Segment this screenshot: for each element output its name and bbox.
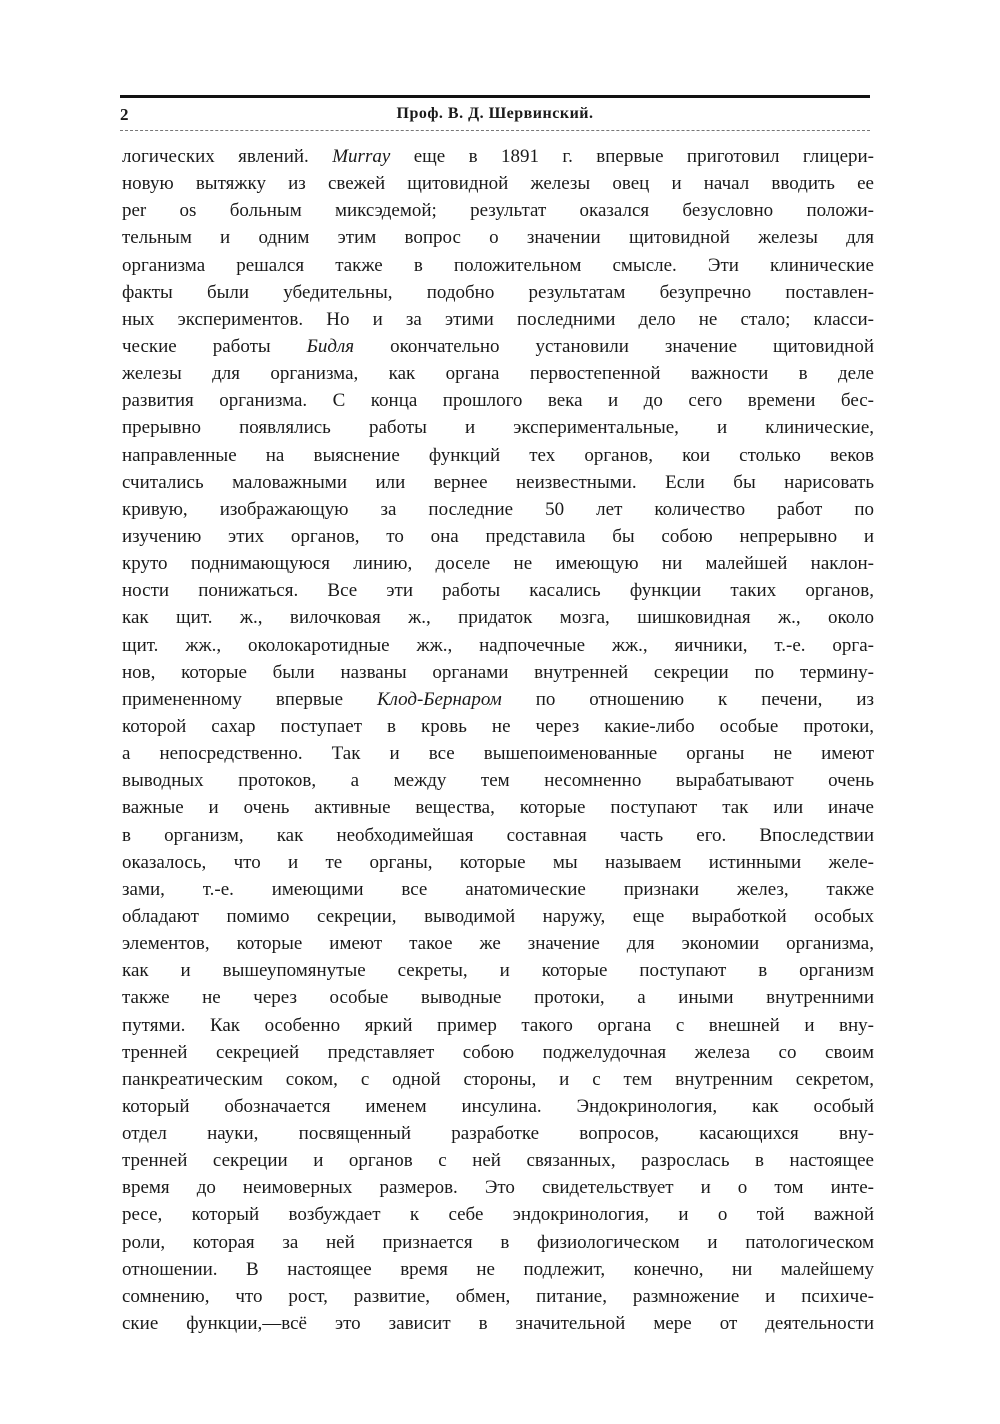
text-segment: per os больным миксэдемой; результат оказался безусловно положи- bbox=[122, 200, 874, 222]
text-segment: ческие работы bbox=[122, 335, 307, 357]
text-line bbox=[122, 1201, 874, 1228]
text-segment: оказалось, что и те органы, которые мы называем истинными желе- bbox=[122, 851, 874, 873]
text-line bbox=[122, 1229, 874, 1256]
text-segment: как и вышеупомянутые секреты, и которые поступают в организм bbox=[122, 960, 874, 982]
header-row bbox=[120, 105, 870, 129]
text-segment: щит. жж., околокаротидные жж., надпочечные жж., яичники, т.-е. орга- bbox=[122, 634, 874, 656]
text-line bbox=[122, 387, 874, 414]
running-title: Проф. В. Д. Шервинский. bbox=[396, 105, 594, 122]
text-line bbox=[122, 849, 874, 876]
italic-name: Бидля bbox=[306, 335, 355, 357]
text-line bbox=[122, 1012, 874, 1039]
text-line bbox=[122, 1283, 874, 1310]
text-segment: ности понижаться. Все эти работы касались функции таких органов, bbox=[122, 580, 874, 602]
text-line bbox=[122, 197, 874, 224]
text-line bbox=[122, 279, 874, 306]
text-segment: ных экспериментов. Но и за этими последними дело не стало; класси- bbox=[122, 308, 874, 330]
italic-name: Murray bbox=[332, 146, 391, 167]
text-segment: организма решался также в положительном смысле. Эти клинические bbox=[122, 254, 874, 276]
text-segment: также не через особые выводные протоки, а иными внутренними bbox=[122, 987, 874, 1009]
text-line bbox=[122, 306, 874, 333]
text-segment: прерывно появлялись работы и экспериментальные, и клинические, bbox=[122, 417, 874, 439]
page-header bbox=[120, 95, 870, 135]
text-segment: круто поднимающуюся линию, доселе не имеющую ни малейшей наклон- bbox=[122, 553, 874, 575]
text-segment: важные и очень активные вещества, которые поступают так или иначе bbox=[122, 797, 874, 819]
text-line bbox=[122, 577, 874, 604]
text-segment: направленные на выяснение функций тех органов, кои столько веков bbox=[122, 444, 874, 466]
text-segment: который обозначается именем инсулина. Эндокринология, как особый bbox=[122, 1095, 874, 1117]
text-segment: новую вытяжку из свежей щитовидной железы овец и начал вводить ее bbox=[122, 173, 874, 195]
text-segment: ресе, который возбуждает к себе эндокринология, и о той важной bbox=[122, 1204, 874, 1226]
text-segment: логических явлений. bbox=[122, 146, 333, 167]
text-line bbox=[122, 903, 874, 930]
text-segment: тельным и одним этим вопрос о значении щитовидной железы для bbox=[122, 227, 874, 249]
text-line bbox=[122, 740, 874, 767]
text-line bbox=[122, 143, 874, 170]
body-text bbox=[122, 143, 874, 1337]
text-segment: сомнению, что рост, развитие, обмен, питание, размножение и психиче- bbox=[122, 1285, 874, 1307]
text-line bbox=[122, 550, 874, 577]
text-line bbox=[122, 333, 874, 360]
text-segment: время до неимоверных размеров. Это свидетельствует и о том инте- bbox=[122, 1177, 874, 1199]
text-segment: факты были убедительны, подобно результатам безупречно поставлен- bbox=[122, 281, 874, 303]
text-segment: панкреатическим соком, с одной стороны, и с тем внутренним секретом, bbox=[122, 1068, 874, 1090]
text-line bbox=[122, 523, 874, 550]
text-line bbox=[122, 822, 874, 849]
text-line bbox=[122, 442, 874, 469]
text-line bbox=[122, 496, 874, 523]
text-line bbox=[122, 1066, 874, 1093]
text-line bbox=[122, 876, 874, 903]
text-segment: которой сахар поступает в кровь не через какие-либо особые протоки, bbox=[122, 715, 874, 737]
header-top-rule bbox=[120, 95, 870, 98]
text-line bbox=[122, 1310, 874, 1337]
text-line bbox=[122, 632, 874, 659]
text-line bbox=[122, 659, 874, 686]
text-line bbox=[122, 360, 874, 387]
text-segment: элементов, которые имеют такое же значение для экономии организма, bbox=[122, 933, 874, 955]
text-line bbox=[122, 930, 874, 957]
text-segment: а непосредственно. Так и все вышепоименованные органы не имеют bbox=[122, 743, 874, 765]
text-line bbox=[122, 686, 874, 713]
text-segment: зами, т.-е. имеющими все анатомические признаки желез, также bbox=[122, 878, 874, 900]
text-segment: изучению этих органов, то она представила бы собою непрерывно и bbox=[122, 525, 874, 547]
text-segment: роли, которая за ней признается в физиологическом и патологическом bbox=[122, 1231, 874, 1253]
text-segment: считались маловажными или вернее неизвестными. Если бы нарисовать bbox=[122, 471, 874, 493]
text-line bbox=[122, 794, 874, 821]
text-line bbox=[122, 469, 874, 496]
header-bottom-rule bbox=[120, 130, 870, 131]
text-segment: в организм, как необходимейшая составная часть его. Впоследствии bbox=[122, 824, 874, 846]
text-line bbox=[122, 767, 874, 794]
text-segment: по отношению к печени, из bbox=[501, 688, 874, 710]
text-segment: как щит. ж., вилочковая ж., придаток мозга, шишковидная ж., около bbox=[122, 607, 874, 629]
text-line bbox=[122, 1174, 874, 1201]
text-line bbox=[122, 957, 874, 984]
text-line bbox=[122, 1093, 874, 1120]
text-segment: тренней секрецией представляет собою поджелудочная железа со своим bbox=[122, 1041, 874, 1063]
text-line bbox=[122, 984, 874, 1011]
text-line bbox=[122, 1120, 874, 1147]
text-segment: кривую, изображающую за последние 50 лет количество работ по bbox=[122, 498, 874, 520]
text-segment: примененному впервые bbox=[122, 688, 377, 710]
text-segment: развития организма. С конца прошлого века и до сего времени бес- bbox=[122, 390, 874, 412]
text-segment: отношении. В настоящее время не подлежит, конечно, ни малейшему bbox=[122, 1258, 874, 1280]
text-segment: нов, которые были названы органами внутренней секреции по термину- bbox=[122, 661, 874, 683]
text-line bbox=[122, 252, 874, 279]
page-number: 2 bbox=[120, 105, 129, 124]
text-segment: тренней секреции и органов с ней связанных, разрослась в настоящее bbox=[122, 1150, 874, 1172]
text-line bbox=[122, 224, 874, 251]
text-line bbox=[122, 170, 874, 197]
text-segment: путями. Как особенно яркий пример такого органа с внешней и вну- bbox=[122, 1014, 874, 1036]
text-line bbox=[122, 1147, 874, 1174]
text-segment: обладают помимо секреции, выводимой наружу, еще выработкой особых bbox=[122, 905, 874, 927]
text-segment: выводных протоков, а между тем несомненно вырабатывают очень bbox=[122, 770, 874, 792]
text-segment: ские функции,—всё это зависит в значительной мере от деятельности bbox=[122, 1313, 874, 1335]
text-line bbox=[122, 1039, 874, 1066]
text-line bbox=[122, 1256, 874, 1283]
text-line bbox=[122, 713, 874, 740]
italic-name: Клод-Бернаром bbox=[376, 688, 502, 710]
text-line bbox=[122, 604, 874, 631]
text-segment: отдел науки, посвященный разработке вопросов, касающихся вну- bbox=[122, 1123, 874, 1145]
text-line bbox=[122, 414, 874, 441]
text-segment: окончательно установили значение щитовидной bbox=[354, 335, 874, 357]
text-segment: железы для организма, как органа первостепенной важности в деле bbox=[122, 363, 874, 385]
text-segment: еще в 1891 г. впервые приготовил глицери- bbox=[390, 146, 874, 167]
